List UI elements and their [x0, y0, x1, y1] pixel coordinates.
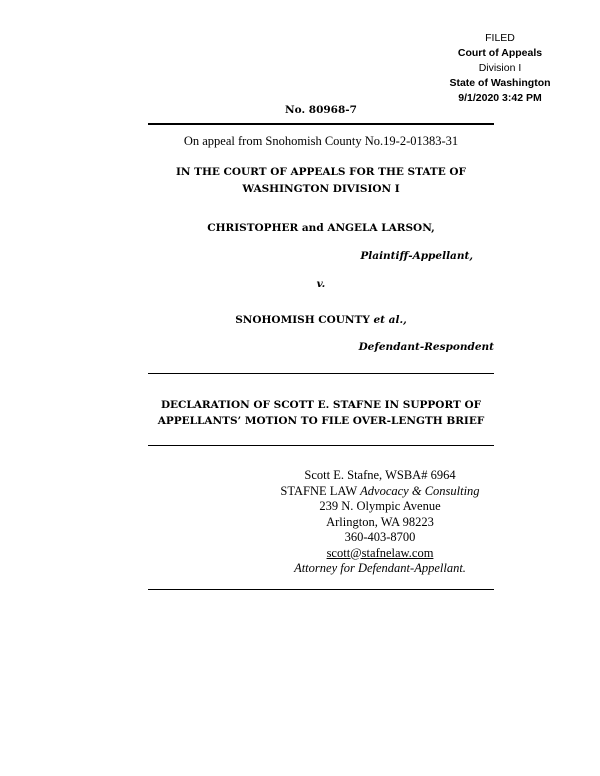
- signature-block: [270, 468, 490, 577]
- street-address: 239 N. Olympic Avenue: [319, 499, 441, 513]
- court-line-1: IN THE COURT OF APPEALS FOR THE STATE OF: [175, 166, 467, 178]
- title-bottom-divider: [148, 445, 494, 446]
- stamp-date: 9/1/2020 3:42 PM: [458, 92, 542, 104]
- stamp-state: State of Washington: [449, 77, 551, 89]
- declaration-title: [148, 397, 494, 429]
- plaintiff-name: CHRISTOPHER and ANGELA LARSON,: [207, 222, 435, 234]
- firm-name: STAFNE LAW: [280, 483, 358, 498]
- stamp-court: Court of Appeals: [457, 47, 543, 59]
- stamp-filed: FILED: [485, 32, 515, 44]
- bottom-divider: [148, 589, 494, 590]
- defendant-name: [148, 314, 494, 326]
- firm-tagline: Advocacy & Consulting: [360, 483, 480, 498]
- plaintiff-role: Plaintiff-Appellant,: [360, 250, 473, 262]
- phone-number: 360-403-8700: [344, 530, 416, 544]
- stamp-division: Division I: [478, 62, 522, 74]
- court-heading: [148, 164, 494, 198]
- versus: v.: [316, 278, 326, 290]
- attorney-role: [270, 561, 490, 577]
- attorney-name: Scott E. Stafne, WSBA# 6964: [304, 468, 456, 482]
- attorney-role-text: Attorney for Defendant-Appellant.: [294, 561, 466, 575]
- appeal-from: On appeal from Snohomish County No.19-2-01383-31: [183, 134, 459, 148]
- defendant-et-al: et al.,: [373, 314, 407, 326]
- case-number: No. 80968-7: [285, 104, 357, 116]
- title-line-1: DECLARATION OF SCOTT E. STAFNE IN SUPPORT OF: [160, 399, 482, 411]
- city-address: Arlington, WA 98223: [326, 514, 434, 529]
- defendant-role: Defendant-Respondent: [358, 341, 494, 353]
- defendant-county: SNOHOMISH COUNTY: [235, 314, 370, 326]
- filed-stamp: [430, 31, 570, 106]
- firm-line: [270, 484, 490, 500]
- court-line-2: WASHINGTON DIVISION I: [242, 183, 400, 195]
- title-top-divider: [148, 373, 494, 374]
- title-line-2: APPELLANTS’ MOTION TO FILE OVER-LENGTH BRIEF: [157, 415, 485, 427]
- top-divider: [148, 123, 494, 125]
- email-link[interactable]: scott@stafnelaw.com: [326, 545, 434, 560]
